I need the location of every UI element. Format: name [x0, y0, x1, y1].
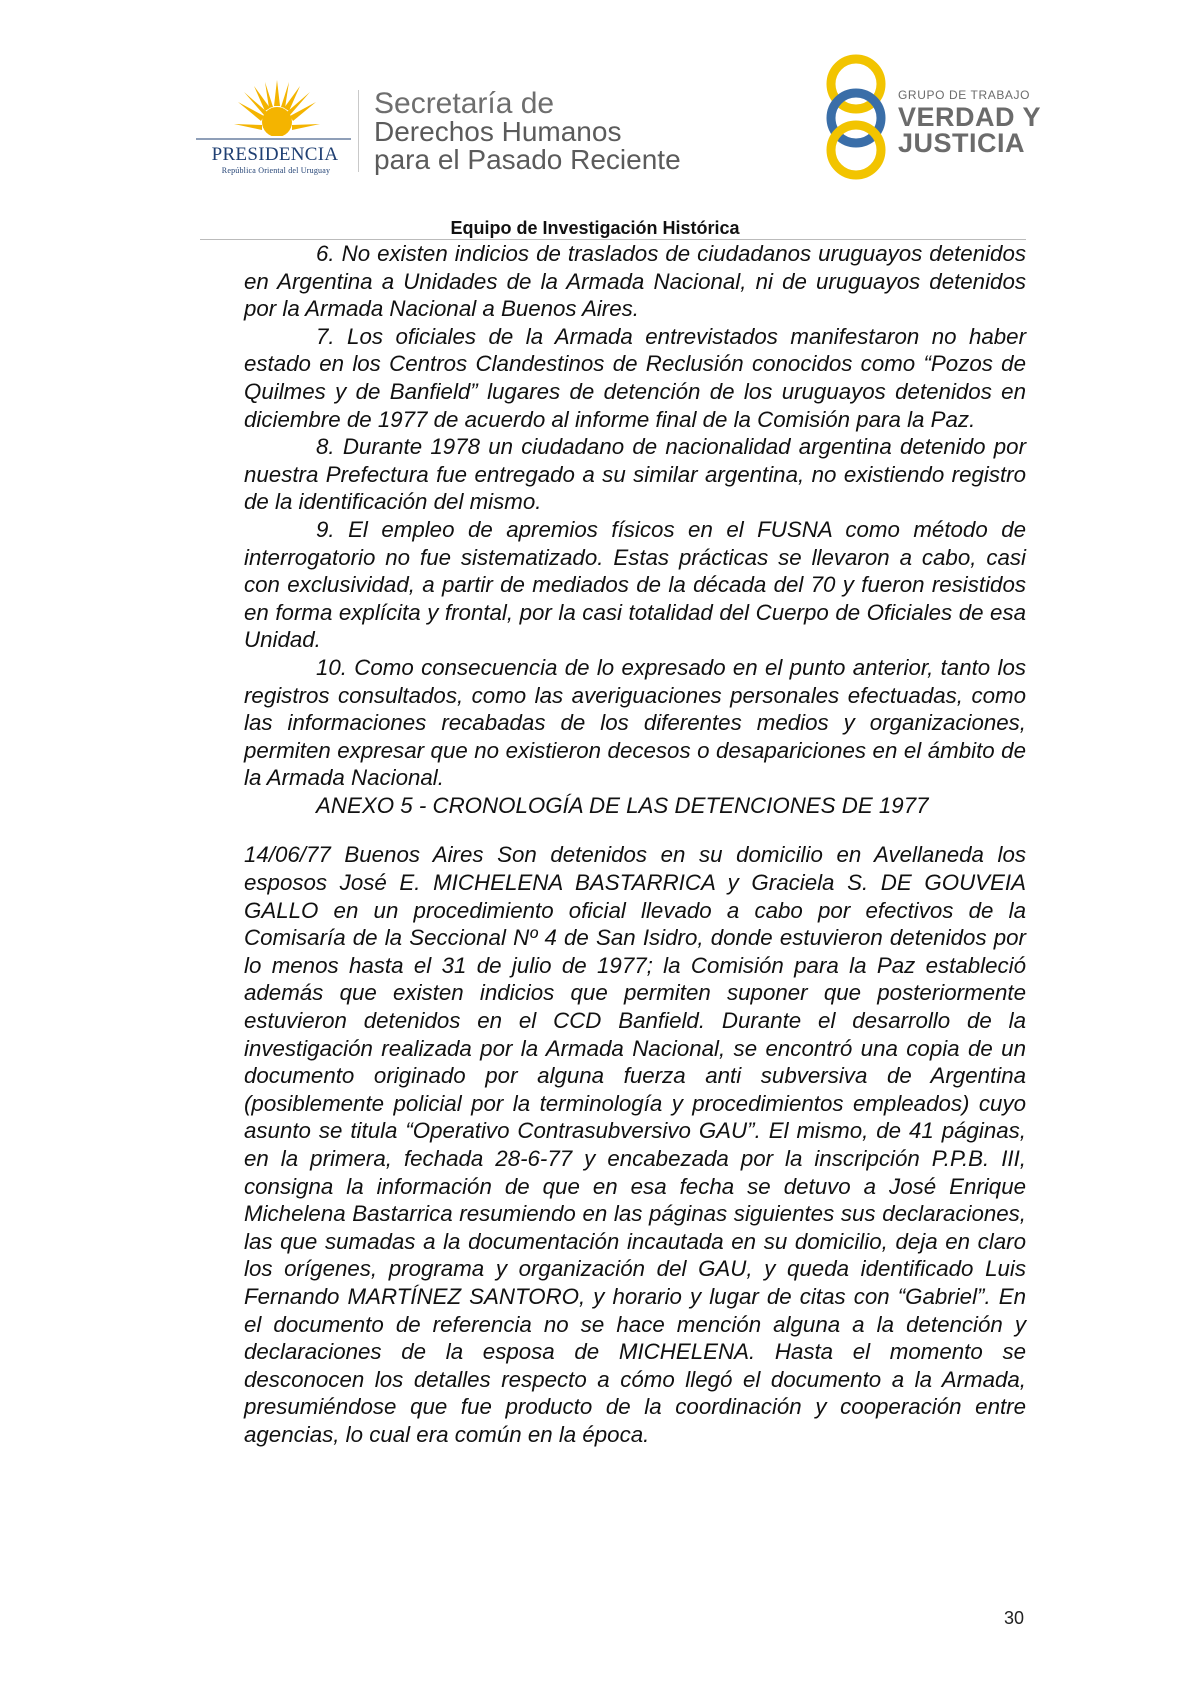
secretaria-line-3: para el Pasado Reciente: [374, 144, 681, 175]
grupo-big-label: [898, 104, 1041, 156]
paragraph-10: 10. Como consecuencia de lo expresado en el punto anterior, tanto los registros consultados, como las averiguaciones personales efectuadas, como las informaciones recabadas de los diferentes medios y organizaciones, permiten expresar que no existieron decesos o desapariciones en el ámbito de la Armada Nacional.: [244, 654, 1026, 791]
rings-icon: [818, 54, 894, 180]
secretaria-line-1: Secretaría de: [374, 87, 555, 120]
chronology-entry: 14/06/77 Buenos Aires Son detenidos en su domicilio en Avellaneda los esposos José E. MICHELENA BASTARRICA y Graciela S. DE GOUVEIA GALLO en un procedimiento oficial llevado a cabo por efectivos de la Comisaría de la Seccional Nº 4 de San Isidro, donde estuvieron detenidos por lo menos hasta el 31 de julio de 1977; la Comisión para la Paz estableció además que existen indicios que permiten suponer que posteriormente estuvieron detenidos en el CCD Banfield. Durante el desarrollo de la investigación realizada por la Armada Nacional, se encontró una copia de un documento originado por alguna fuerza anti subversiva de Argentina (posiblemente policial por la terminología y procedimientos empleados) cuyo asunto se titula “Operativo Contrasubversivo GAU”. El mismo, de 41 páginas, en la primera, fechada 28-6-77 y encabezada por la inscripción P.P.B. III, consigna la información de que en esa fecha se detuvo a José Enrique Michelena Bastarrica resumiendo en las páginas siguientes sus declaraciones, las que sumadas a la documentación incautada en su domicilio, deja en claro los orígenes, programa y organización del GAU, y queda identificado Luis Fernando MARTÍNEZ SANTORO, y horario y lugar de citas con “Gabriel”. En el documento de referencia no se hace mención alguna a la detención y declaraciones de la esposa de MICHELENA. Hasta el momento se desconocen los detalles respecto a cómo llegó el documento a la Armada, presumiéndose que fue producto de la coordinación y cooperación entre agencias, lo cual era común en la época.: [244, 842, 1026, 1447]
team-label: Equipo de Investigación Histórica: [450, 218, 740, 238]
paragraph-8: 8. Durante 1978 un ciudadano de nacionalidad argentina detenido por nuestra Prefectura fue entregado a su similar argentina, no existiendo registro de la identificación del mismo.: [244, 434, 1026, 515]
page-number: 30: [1004, 1608, 1025, 1628]
grupo-line-1: VERDAD Y: [898, 102, 1042, 132]
paragraph-6: 6. No existen indicios de traslados de ciudadanos uruguayos detenidos en Argentina a Unidades de la Armada Nacional, ni de uruguayos detenidos por la Armada Nacional a Buenos Aires.: [244, 241, 1026, 322]
sun-icon: [234, 78, 320, 140]
anexo-title: ANEXO 5 - CRONOLOGÍA DE LAS DETENCIONES DE 1977: [316, 792, 929, 818]
document-body: [244, 240, 1026, 1449]
page-header: [0, 0, 1190, 240]
verdad-justicia-logo: [818, 54, 1048, 184]
paragraph-7: 7. Los oficiales de la Armada entrevistados manifestaron no haber estado en los Centros Clandestinos de Reclusión conocidos como “Pozos de Quilmes y de Banfield” lugares de detención de los uruguayos detenidos en diciembre de 1977 de acuerdo al informe final de la Comisión para la Paz.: [244, 323, 1026, 432]
presidencia-rule: [196, 138, 351, 140]
secretaria-line-2: Derechos Humanos: [374, 116, 622, 147]
presidencia-title: PRESIDENCIA: [211, 144, 339, 165]
grupo-line-2: JUSTICIA: [898, 128, 1026, 158]
presidencia-subtitle: República Oriental del Uruguay: [221, 166, 331, 175]
secretaria-logo: [374, 87, 681, 175]
logo-divider: [358, 90, 359, 172]
paragraph-9: 9. El empleo de apremios físicos en el FUSNA como método de interrogatorio no fue sistematizado. Estas prácticas se llevaron a cabo, casi con exclusividad, a partir de mediados de la década del 70 y fueron resistidos en forma explícita y frontal, por la casi totalidad del Cuerpo de Oficiales de esa Unidad.: [244, 516, 1026, 653]
presidencia-logo: [196, 78, 356, 178]
grupo-small-label: GRUPO DE TRABAJO: [898, 88, 1031, 102]
